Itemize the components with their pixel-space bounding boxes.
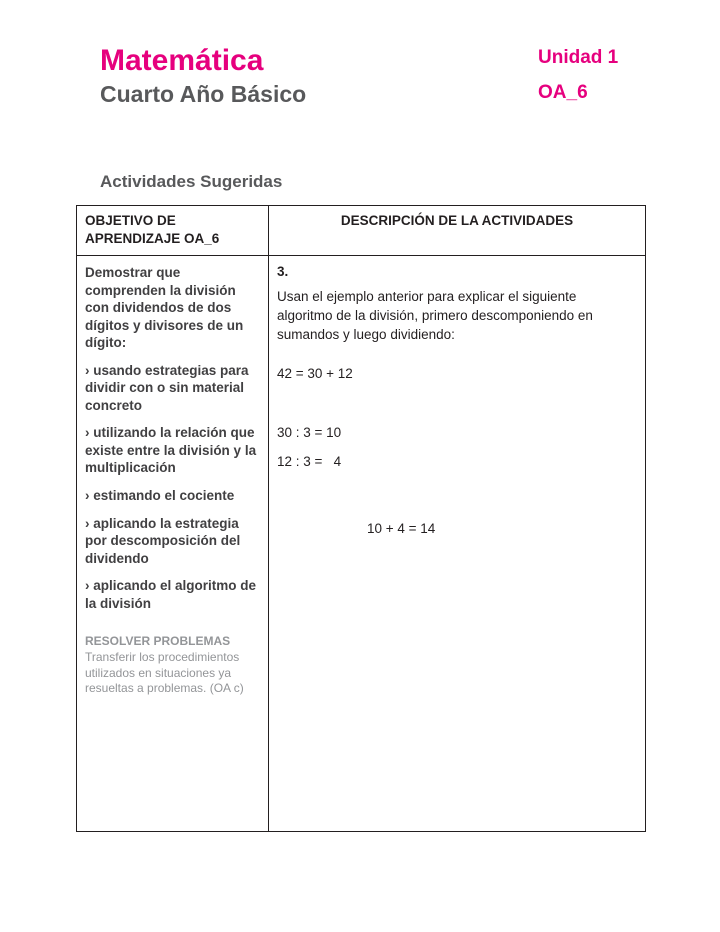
objective-bullet: › aplicando el algoritmo de la división xyxy=(85,578,257,611)
objective-column-header: OBJETIVO DE APRENDIZAJE OA_6 xyxy=(77,206,269,255)
activity-description: Usan el ejemplo anterior para explicar el siguiente algoritmo de la división, primero descomponiendo en sumandos y luego dividiendo: xyxy=(277,289,593,342)
unit-label: Unidad 1 xyxy=(538,47,619,68)
activity-number: 3. xyxy=(277,264,289,279)
objective-bullet: › utilizando la relación que existe entre la división y la multiplicación xyxy=(85,425,257,476)
doc-subtitle: Cuarto Año Básico xyxy=(100,81,307,107)
equation-sum-result: 10 + 4 = 14 xyxy=(367,521,436,537)
table-header-row xyxy=(77,206,645,256)
table-body-row xyxy=(77,256,645,831)
resolver-problemas-title: RESOLVER PROBLEMAS xyxy=(85,634,231,649)
doc-title: Matemática xyxy=(100,44,264,77)
oa-label: OA_6 xyxy=(538,81,588,103)
document-header xyxy=(100,44,646,107)
equation-decomposition: 42 = 30 + 12 xyxy=(277,365,353,381)
objective-bullet: › aplicando la estrategia por descomposición del dividendo xyxy=(85,515,241,566)
activity-cell xyxy=(269,256,645,831)
resolver-problemas-text: Transferir los procedimientos utilizados en situaciones ya resueltas a problemas. (OA c) xyxy=(85,650,244,696)
objective-intro: Demostrar que comprenden la división con dividendos de dos dígitos y divisores de un dígito: xyxy=(85,265,244,351)
activities-table xyxy=(76,205,646,832)
equation-division-1: 30 : 3 = 10 xyxy=(277,425,342,441)
header-right xyxy=(538,44,646,104)
objective-cell xyxy=(77,256,269,831)
objective-bullet: › usando estrategias para dividir con o sin material concreto xyxy=(85,362,249,413)
equation-division-2: 12 : 3 = 4 xyxy=(277,453,342,469)
section-title: Actividades Sugeridas xyxy=(100,172,283,191)
description-column-header: DESCRIPCIÓN DE LA ACTIVIDADES xyxy=(340,213,574,228)
objective-bullet: › estimando el cociente xyxy=(85,488,235,504)
resolver-problemas-block xyxy=(85,634,260,697)
header-left xyxy=(100,44,306,107)
